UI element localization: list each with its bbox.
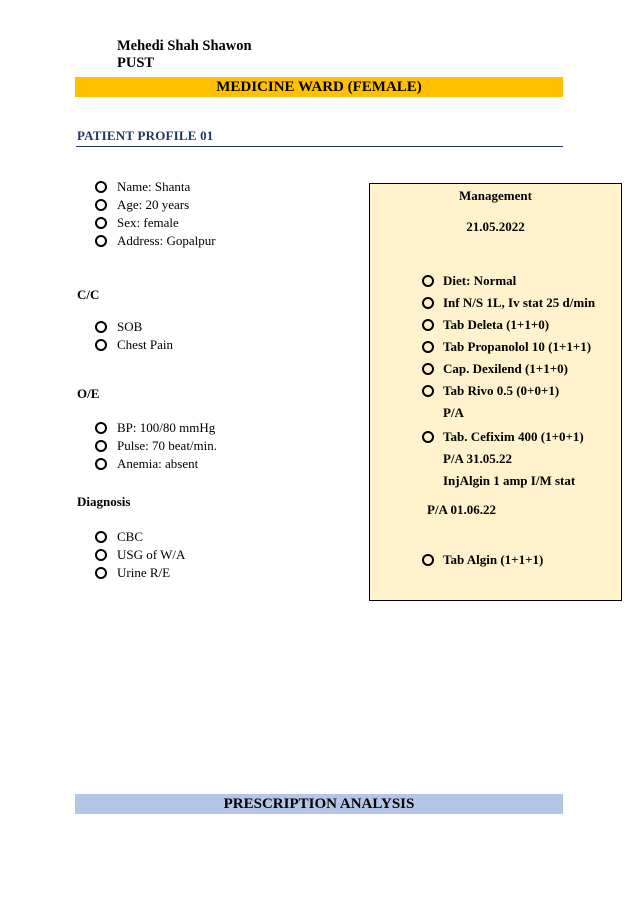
oe-heading: O/E (77, 386, 100, 401)
list-item: Age: 20 years (94, 196, 216, 214)
note-pa-date: P/A 31.05.22 (443, 451, 512, 466)
note-pa: P/A (443, 405, 464, 420)
bullet-ring-icon (95, 339, 107, 351)
list-item: Tab. Cefixim 400 (1+0+1) (421, 426, 584, 448)
diagnosis-heading: Diagnosis (77, 494, 131, 509)
list-item: CBC (94, 528, 185, 546)
bullet-ring-icon (422, 554, 434, 566)
management-title: Management (459, 188, 532, 203)
cc-heading: C/C (77, 287, 100, 302)
management-list (421, 270, 595, 402)
bullet-ring-icon (422, 275, 434, 287)
bullet-ring-icon (95, 181, 107, 193)
bullet-ring-icon (95, 217, 107, 229)
list-item: Tab Propanolol 10 (1+1+1) (421, 336, 595, 358)
list-item: Inf N/S 1L, Iv stat 25 d/min (421, 292, 595, 314)
bullet-ring-icon (95, 235, 107, 247)
bullet-ring-icon (95, 549, 107, 561)
oe-list (94, 419, 217, 473)
ward-title-banner: MEDICINE WARD (FEMALE) (75, 77, 563, 97)
list-item: Anemia: absent (94, 455, 217, 473)
author-name: Mehedi Shah Shawon (117, 38, 252, 54)
bullet-ring-icon (422, 385, 434, 397)
management-box (369, 183, 622, 601)
list-item: Tab Deleta (1+1+0) (421, 314, 595, 336)
management-list-algin (421, 549, 543, 571)
list-item: Name: Shanta (94, 178, 216, 196)
list-item: BP: 100/80 mmHg (94, 419, 217, 437)
bullet-ring-icon (95, 199, 107, 211)
list-item: Chest Pain (94, 336, 173, 354)
list-item: Sex: female (94, 214, 216, 232)
list-item: Cap. Dexilend (1+1+0) (421, 358, 595, 380)
bullet-ring-icon (422, 431, 434, 443)
bullet-ring-icon (95, 567, 107, 579)
management-list-cefixim (421, 426, 584, 448)
list-item: Diet: Normal (421, 270, 595, 292)
bullet-ring-icon (422, 341, 434, 353)
profile-divider (76, 146, 563, 147)
bullet-ring-icon (95, 321, 107, 333)
diagnosis-list (94, 528, 185, 582)
profile-title: PATIENT PROFILE 01 (77, 128, 214, 143)
note-injalgin: InjAlgin 1 amp I/M stat (443, 473, 576, 488)
management-date: 21.05.2022 (466, 219, 525, 234)
list-item: USG of W/A (94, 546, 185, 564)
bullet-ring-icon (95, 531, 107, 543)
list-item: Pulse: 70 beat/min. (94, 437, 217, 455)
bullet-ring-icon (95, 440, 107, 452)
bullet-ring-icon (422, 363, 434, 375)
patient-info-list (94, 178, 216, 250)
cc-list (94, 318, 173, 354)
prescription-analysis-banner: PRESCRIPTION ANALYSIS (75, 794, 563, 814)
list-item: Urine R/E (94, 564, 185, 582)
bullet-ring-icon (95, 422, 107, 434)
author-institution: PUST (117, 55, 155, 71)
list-item: SOB (94, 318, 173, 336)
bullet-ring-icon (422, 319, 434, 331)
note-pa-date-2: P/A 01.06.22 (427, 502, 496, 517)
list-item: Address: Gopalpur (94, 232, 216, 250)
list-item: Tab Rivo 0.5 (0+0+1) (421, 380, 595, 402)
author-block (117, 38, 252, 72)
bullet-ring-icon (422, 297, 434, 309)
bullet-ring-icon (95, 458, 107, 470)
list-item: Tab Algin (1+1+1) (421, 549, 543, 571)
